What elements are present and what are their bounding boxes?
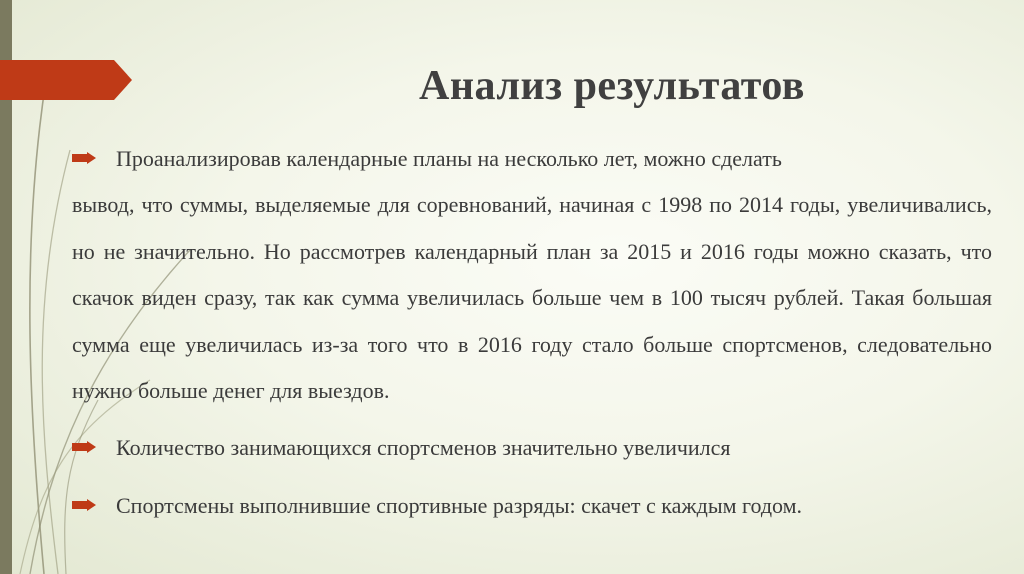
arrow-bullet-icon xyxy=(72,441,96,453)
bullet-item-2 xyxy=(72,425,992,471)
slide-content xyxy=(72,136,992,529)
bullet-1-continuation: вывод, что суммы, выделяемые для соревнований, начиная с 1998 по 2014 годы, увеличивались, но не значительно. Но рассмотрев календарный план за 2015 и 2016 годы можно сказать, что скачок виден сразу, так как сумма увеличилась больше чем в 100 тысяч рублей. Такая большая сумма еще увеличилась из-за того что в 2016 году стало больше спортсменов, следовательно нужно больше денег для выездов. xyxy=(72,192,992,403)
arrow-bullet-icon xyxy=(72,499,96,511)
bullet-2-text: Количество занимающихся спортсменов значительно увеличился xyxy=(116,434,731,460)
slide-title: Анализ результатов xyxy=(419,63,805,109)
bullet-3-text: Спортсмены выполнившие спортивные разряды: скачет с каждым годом. xyxy=(116,492,803,518)
bullet-item-3 xyxy=(72,483,992,529)
arrow-bullet-icon xyxy=(72,152,96,164)
bullet-item-1 xyxy=(72,136,992,182)
bullet-1-first-line: Проанализировав календарные планы на несколько лет, можно сделать xyxy=(116,146,782,171)
